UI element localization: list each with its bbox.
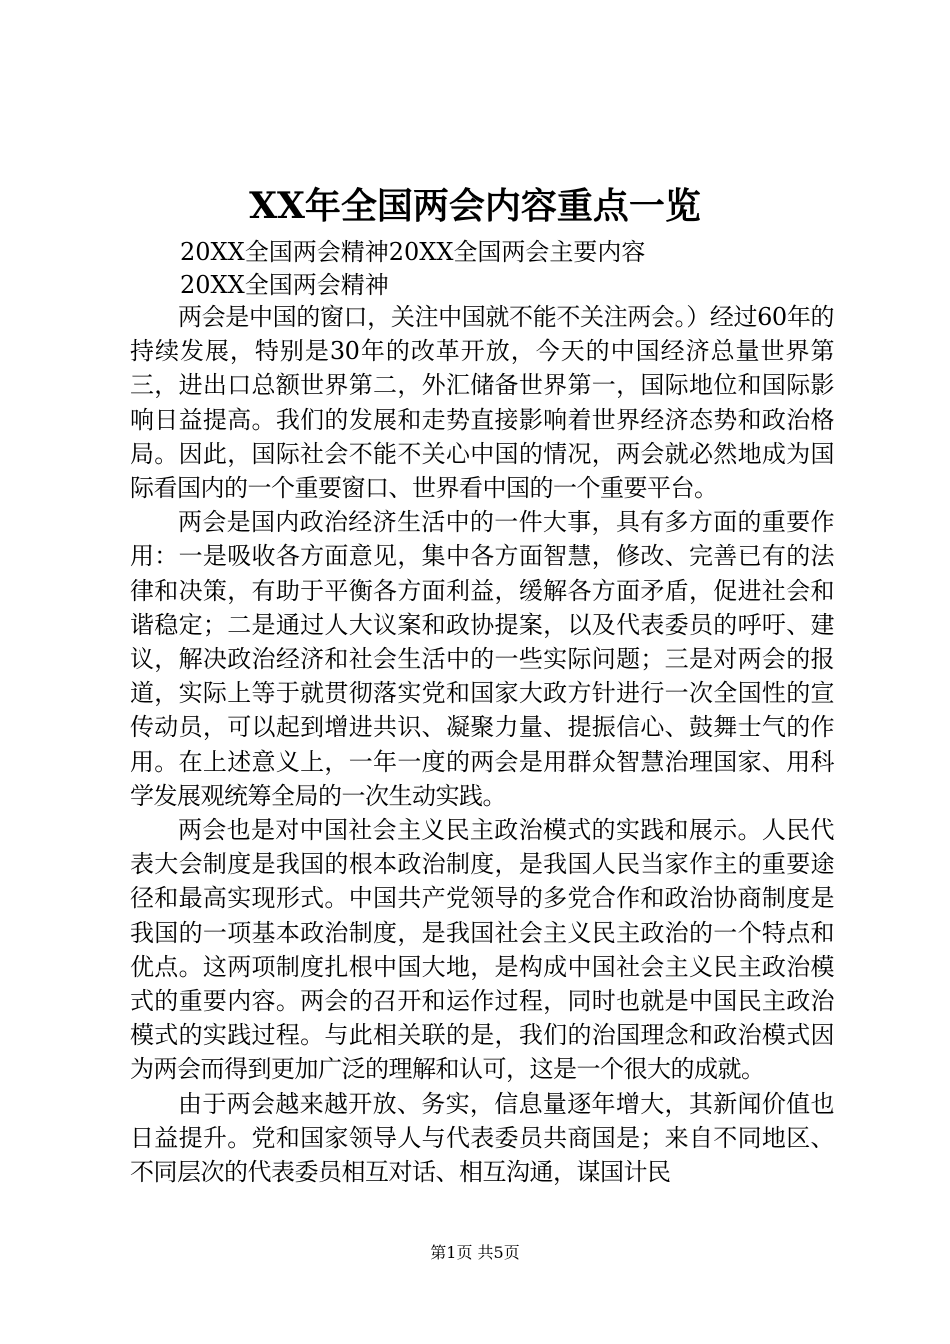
page-footer: 第1页 共5页 [430, 1243, 520, 1262]
paragraph-1: 两会是中国的窗口，关注中国就不能不关注两会。）经过60年的持续发展，特别是30年的改革开放，今天的中国经济总量世界第三，进出口总额世界第二，外汇储备世界第一，国际地位和国际影响日益提高。我们的发展和走势直接影响着世界经济态势和政治格局。因此，国际社会不能不关心中国的情况，两会就必然地成为国际看国内的一个重要窗口、世界看中国的一个重要平台。 [130, 303, 834, 503]
paragraph-3: 两会也是对中国社会主义民主政治模式的实践和展示。人民代表大会制度是我国的根本政治制度，是我国人民当家作主的重要途径和最高实现形式。中国共产党领导的多党合作和政治协商制度是我国的一项基本政治制度，是我国社会主义民主政治的一个特点和优点。这两项制度扎根中国大地，是构成中国社会主义民主政治模式的重要内容。两会的召开和运作过程，同时也就是中国民主政治模式的实践过程。与此相关联的是，我们的治国理念和政治模式因为两会而得到更加广泛的理解和认可，这是一个很大的成就。 [130, 816, 834, 1084]
document-title: XX年全国两会内容重点一览 [249, 185, 701, 227]
document-body [130, 300, 834, 1189]
subheading-2: 20XX全国两会精神 [180, 271, 389, 299]
subheading-1: 20XX全国两会精神20XX全国两会主要内容 [180, 238, 646, 266]
paragraph-2: 两会是国内政治经济生活中的一件大事，具有多方面的重要作用：一是吸收各方面意见，集中各方面智慧，修改、完善已有的法律和决策，有助于平衡各方面利益，缓解各方面矛盾，促进社会和谐稳定；二是通过人大议案和政协提案，以及代表委员的呼吁、建议，解决政治经济和社会生活中的一些实际问题；三是对两会的报道，实际上等于就贯彻落实党和国家大政方针进行一次全国性的宣传动员，可以起到增进共识、凝聚力量、提振信心、鼓舞士气的作用。在上述意义上，一年一度的两会是用群众智慧治理国家、用科学发展观统筹全局的一次生动实践。 [130, 508, 834, 810]
paragraph-4: 由于两会越来越开放、务实，信息量逐年增大，其新闻价值也日益提升。党和国家领导人与代表委员共商国是；来自不同地区、不同层次的代表委员相互对话、相互沟通，谋国计民 [130, 1089, 834, 1187]
